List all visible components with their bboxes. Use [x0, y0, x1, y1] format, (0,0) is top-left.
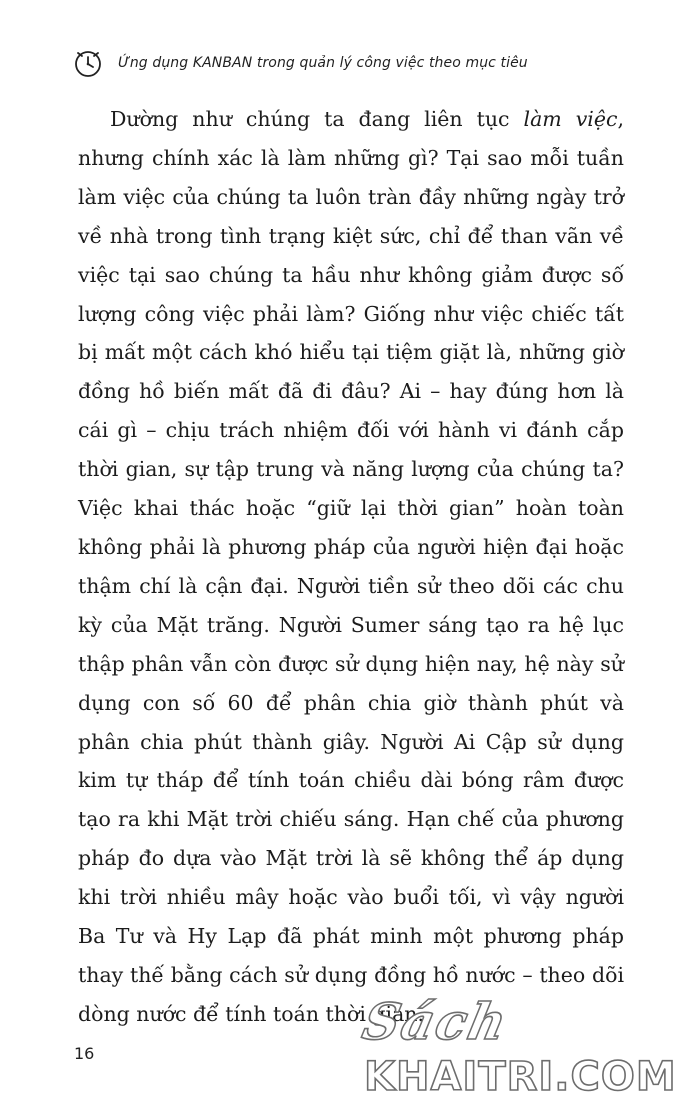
- header-title: Ứng dụng KANBAN trong quản lý công việc theo mục tiêu: [118, 55, 528, 71]
- body-paragraph: [78, 100, 624, 1034]
- body-text-start: Dường như chúng ta đang liên tục: [110, 107, 524, 131]
- watermark-script-text: Sách: [357, 992, 514, 1051]
- running-header: [72, 46, 652, 80]
- body-italic-phrase: làm việc: [523, 107, 618, 131]
- watermark-brand-text: KHAITRI.COM: [364, 1054, 677, 1100]
- body-text-rest: , nhưng chính xác là làm những gì? Tại sao mỗi tuần làm việc của chúng ta luôn tràn đầy những ngày trở về nhà trong tình trạng kiệt sức, chỉ để than vãn về việc tại sao chúng ta hầu như không giảm được số lượng công việc phải làm? Giống như việc chiếc tất bị mất một cách khó hiểu tại tiệm giặt là, những giờ đồng hồ biến mất đã đi đâu? Ai – hay đúng hơn là cái gì – chịu trách nhiệm đối với hành vi đánh cắp thời gian, sự tập trung và năng lượng của chúng ta? Việc khai thác hoặc “giữ lại thời gian” hoàn toàn không phải là phương pháp của người hiện đại hoặc thậm chí là cận đại. Người tiền sử theo dõi các chu kỳ của Mặt trăng. Người Sumer sáng tạo ra hệ lục thập phân vẫn còn được sử dụng hiện nay, hệ này sử dụng con số 60 để phân chia giờ thành phút và phân chia phút thành giây. Người Ai Cập sử dụng kim tự tháp để tính toán chiều dài bóng râm được tạo ra khi Mặt trời chiếu sáng. Hạn chế của phương pháp đo dựa vào Mặt trời là sẽ không thể áp dụng khi trời nhiều mây hoặc vào buổi tối, vì vậy người Ba Tư và Hy Lạp đã phát minh một phương pháp thay thế bằng cách sử dụng đồng hồ nước – theo dõi dòng nước để tính toán thời gian.: [78, 107, 624, 1026]
- watermark-logo: [358, 992, 688, 1116]
- page-number: 16: [74, 1044, 95, 1063]
- clock-icon: [72, 47, 104, 79]
